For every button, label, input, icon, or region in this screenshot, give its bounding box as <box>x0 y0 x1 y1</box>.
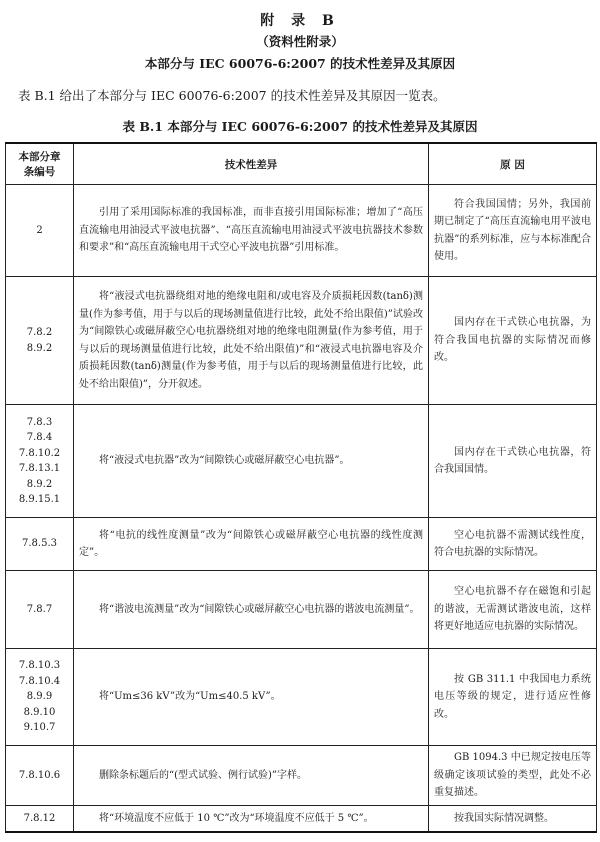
clause-cell: 7.8.10.3 7.8.10.4 8.9.9 8.9.10 9.10.7 <box>6 649 74 746</box>
difference-cell: 将“谐波电流测量”改为“间隙铁心或磁屏蔽空心电抗器的谐波电流测量”。 <box>74 571 429 649</box>
table-row <box>6 277 597 405</box>
reason-cell: 国内存在干式铁心电抗器，符合我国国情。 <box>429 405 597 518</box>
difference-cell: 将“环境温度不应低于 10 ℃”改为“环境温度不应低于 5 ℃”。 <box>74 806 429 832</box>
reason-cell: GB 1094.3 中已规定按电压等级确定该项试验的类型，此处不必重复描述。 <box>429 746 597 806</box>
table-row <box>6 518 597 571</box>
table-row <box>6 405 597 518</box>
appendix-subject: 本部分与 IEC 60076-6:2007 的技术性差异及其原因 <box>144 56 456 71</box>
table-row <box>6 185 597 277</box>
clause-cell: 7.8.3 7.8.4 7.8.10.2 7.8.13.1 8.9.2 8.9.15.1 <box>6 405 74 518</box>
intro-paragraph: 表 B.1 给出了本部分与 IEC 60076-6:2007 的技术性差异及其原因一览表。 <box>18 88 446 103</box>
clause-cell: 7.8.7 <box>6 571 74 649</box>
header-reason: 原 因 <box>429 143 597 185</box>
table-caption: 表 B.1 本部分与 IEC 60076-6:2007 的技术性差异及其原因 <box>122 119 478 134</box>
reason-cell: 符合我国国情；另外，我国前期已制定了“高压直流输电用平波电抗器”的系列标准，应与本标准配合使用。 <box>429 185 597 277</box>
header-technical-difference: 技术性差异 <box>74 143 429 185</box>
header-clause-number: 本部分章 条编号 <box>6 143 74 185</box>
reason-cell: 空心电抗器不存在磁饱和引起的谐波，无需测试谐波电流，这样将更好地适应电抗器的实际情况。 <box>429 571 597 649</box>
reason-cell: 按我国实际情况调整。 <box>429 806 597 832</box>
clause-cell: 2 <box>6 185 74 277</box>
table-row <box>6 571 597 649</box>
reason-cell: 空心电抗器不需测试线性度，符合电抗器的实际情况。 <box>429 518 597 571</box>
table-row <box>6 649 597 746</box>
reason-cell: 国内存在干式铁心电抗器，为符合我国电抗器的实际情况而修改。 <box>429 277 597 405</box>
appendix-note: （资料性附录） <box>256 34 344 49</box>
reason-cell: 按 GB 311.1 中我国电力系统电压等级的规定，进行适应性修改。 <box>429 649 597 746</box>
appendix-title: 附 录 B <box>260 13 340 29</box>
difference-cell: 删除条标题后的“(型式试验、例行试验)”字样。 <box>74 746 429 806</box>
differences-table <box>5 142 597 833</box>
table-header-row <box>6 143 597 185</box>
clause-cell: 7.8.12 <box>6 806 74 832</box>
difference-cell: 将“电抗的线性度测量”改为“间隙铁心或磁屏蔽空心电抗器的线性度测定”。 <box>74 518 429 571</box>
difference-cell: 引用了采用国际标准的我国标准，而非直接引用国际标准；增加了“高压直流输电用油浸式平波电抗器”、“高压直流输电用油浸式平波电抗器技术参数和要求”和“高压直流输电用干式空心平波电抗器”引用标准。 <box>74 185 429 277</box>
table-row <box>6 806 597 832</box>
clause-cell: 7.8.5.3 <box>6 518 74 571</box>
clause-cell: 7.8.2 8.9.2 <box>6 277 74 405</box>
difference-cell: 将“液浸式电抗器绕组对地的绝缘电阻和/或电容及介质损耗因数(tanδ)测量(作为参考值，用于与以后的现场测量值进行比较，此处不给出限值)”试验改为“间隙铁心或磁屏蔽空心电抗器绕组对地的绝缘电阻测量(作为参考值，用于与以后的现场测量值进行比较，此处不给出限值)”和“液浸式电抗器电容及介质损耗因数(tanδ)测量(作为参考值，用于与以后的现场测量值进行比较，此处不给出限值)”，分开叙述。 <box>74 277 429 405</box>
difference-cell: 将“液浸式电抗器”改为“间隙铁心或磁屏蔽空心电抗器”。 <box>74 405 429 518</box>
table-row <box>6 746 597 806</box>
difference-cell: 将“Um≤36 kV”改为“Um≤40.5 kV”。 <box>74 649 429 746</box>
clause-cell: 7.8.10.6 <box>6 746 74 806</box>
